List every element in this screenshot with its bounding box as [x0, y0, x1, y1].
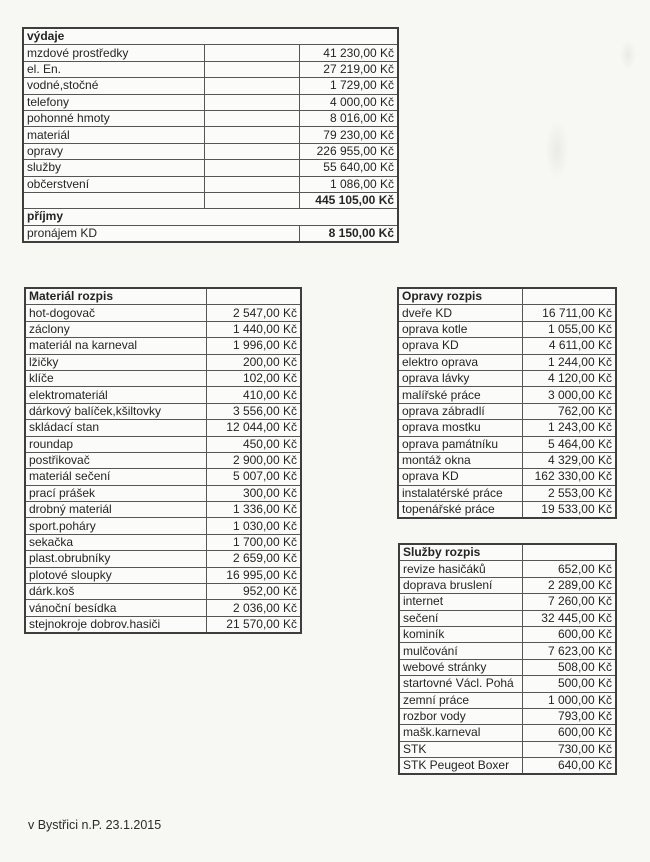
row-value: 21 570,00 Kč: [206, 616, 301, 633]
table-row: [25, 288, 301, 305]
table-row: [25, 452, 301, 468]
table-row: [398, 403, 616, 419]
income-section-title: příjmy: [23, 209, 398, 225]
row-label: záclony: [25, 321, 206, 337]
repairs-rows: [398, 305, 616, 519]
row-label: rozbor vody: [399, 708, 522, 724]
row-label: mzdové prostředky: [23, 45, 204, 61]
row-label: malířské práce: [398, 387, 522, 403]
row-label: zemní práce: [399, 692, 522, 708]
row-value: 1 030,00 Kč: [206, 518, 301, 534]
table-row: [25, 551, 301, 567]
row-value: 500,00 Kč: [522, 676, 616, 692]
row-value: 1 729,00 Kč: [299, 78, 398, 94]
empty-cell: [204, 61, 299, 77]
row-value: 5 464,00 Kč: [522, 436, 616, 452]
empty-cell: [23, 192, 204, 208]
table-row: [23, 143, 398, 159]
row-value: 2 553,00 Kč: [522, 485, 616, 501]
table-row: [23, 127, 398, 143]
repairs-header-section: [398, 288, 616, 305]
row-label: oprava mostku: [398, 420, 522, 436]
row-value: 730,00 Kč: [522, 741, 616, 757]
row-label: sekačka: [25, 534, 206, 550]
expenses-section-title: výdaje: [23, 28, 398, 45]
table-row: [398, 354, 616, 370]
table-row: [398, 370, 616, 386]
table-row: [399, 676, 616, 692]
row-label: postřikovač: [25, 452, 206, 468]
repairs-section-title: Opravy rozpis: [398, 288, 522, 305]
row-value: 4 000,00 Kč: [299, 94, 398, 110]
row-value: 1 055,00 Kč: [522, 321, 616, 337]
row-label: oprava KD: [398, 469, 522, 485]
row-label: oprava KD: [398, 338, 522, 354]
table-row: [23, 61, 398, 77]
row-label: skládací stan: [25, 420, 206, 436]
row-value: 793,00 Kč: [522, 708, 616, 724]
table-row: [398, 321, 616, 337]
row-value: 1 700,00 Kč: [206, 534, 301, 550]
table-row: [398, 469, 616, 485]
row-value: 410,00 Kč: [206, 387, 301, 403]
row-value: 1 244,00 Kč: [522, 354, 616, 370]
table-row: [399, 725, 616, 741]
table-row: [25, 600, 301, 616]
material-breakdown-table: [24, 287, 302, 634]
row-value: 4 329,00 Kč: [522, 452, 616, 468]
row-value: 1 440,00 Kč: [206, 321, 301, 337]
table-row: [399, 561, 616, 577]
row-value: 41 230,00 Kč: [299, 45, 398, 61]
row-label: oprava kotle: [398, 321, 522, 337]
table-row: [23, 45, 398, 61]
income-header-section: [23, 209, 398, 225]
row-value: 2 659,00 Kč: [206, 551, 301, 567]
table-row: [25, 436, 301, 452]
table-row: [398, 420, 616, 436]
empty-cell: [204, 110, 299, 126]
row-value: 652,00 Kč: [522, 561, 616, 577]
table-row: [399, 544, 616, 561]
table-row: [398, 338, 616, 354]
empty-cell: [206, 288, 301, 305]
row-value: 762,00 Kč: [522, 403, 616, 419]
row-label: lžičky: [25, 354, 206, 370]
row-label: vánoční besídka: [25, 600, 206, 616]
table-row: [23, 78, 398, 94]
row-value: 2 900,00 Kč: [206, 452, 301, 468]
table-row: [25, 502, 301, 518]
table-row: [398, 288, 616, 305]
table-row: [25, 387, 301, 403]
row-label: montáž okna: [398, 452, 522, 468]
income-row-value: 8 150,00 Kč: [299, 225, 398, 242]
row-label: pohonné hmoty: [23, 110, 204, 126]
row-value: 32 445,00 Kč: [522, 610, 616, 626]
row-value: 600,00 Kč: [522, 725, 616, 741]
table-row: [25, 321, 301, 337]
table-row: [399, 577, 616, 593]
table-row: [25, 305, 301, 321]
services-breakdown-table: [398, 543, 617, 775]
table-row: [23, 110, 398, 126]
row-label: revize hasičáků: [399, 561, 522, 577]
row-value: 27 219,00 Kč: [299, 61, 398, 77]
row-value: 79 230,00 Kč: [299, 127, 398, 143]
table-row: [398, 502, 616, 519]
income-row-section: [23, 225, 398, 242]
row-value: 508,00 Kč: [522, 659, 616, 675]
row-value: 2 036,00 Kč: [206, 600, 301, 616]
table-row: [398, 305, 616, 321]
table-row: [399, 692, 616, 708]
row-label: sečení: [399, 610, 522, 626]
income-row-label: pronájem KD: [23, 225, 299, 242]
empty-cell: [204, 127, 299, 143]
table-row: [399, 758, 616, 775]
row-label: hot-dogovač: [25, 305, 206, 321]
material-rows: [25, 305, 301, 633]
table-row: [399, 610, 616, 626]
empty-cell: [204, 160, 299, 176]
table-row: [25, 567, 301, 583]
row-label: vodné,stočné: [23, 78, 204, 94]
table-row: [399, 643, 616, 659]
table-row: [25, 354, 301, 370]
expenses-total-row: [23, 192, 398, 208]
row-value: 162 330,00 Kč: [522, 469, 616, 485]
row-label: elektro oprava: [398, 354, 522, 370]
table-row: [25, 370, 301, 386]
row-value: 16 995,00 Kč: [206, 567, 301, 583]
row-label: plast.obrubníky: [25, 551, 206, 567]
row-value: 3 556,00 Kč: [206, 403, 301, 419]
row-label: materiál: [23, 127, 204, 143]
row-value: 600,00 Kč: [522, 626, 616, 642]
row-label: mašk.karneval: [399, 725, 522, 741]
row-label: internet: [399, 594, 522, 610]
row-label: občerstvení: [23, 176, 204, 192]
row-value: 3 000,00 Kč: [522, 387, 616, 403]
row-label: plotové sloupky: [25, 567, 206, 583]
row-value: 1 336,00 Kč: [206, 502, 301, 518]
table-row: [399, 626, 616, 642]
row-value: 1 000,00 Kč: [522, 692, 616, 708]
row-value: 5 007,00 Kč: [206, 469, 301, 485]
row-value: 102,00 Kč: [206, 370, 301, 386]
row-label: el. En.: [23, 61, 204, 77]
row-label: dveře KD: [398, 305, 522, 321]
material-section-title: Materiál rozpis: [25, 288, 206, 305]
row-value: 226 955,00 Kč: [299, 143, 398, 159]
row-label: prací prášek: [25, 485, 206, 501]
empty-cell: [522, 288, 616, 305]
table-row: [25, 485, 301, 501]
table-row: [398, 436, 616, 452]
row-label: instalatérské práce: [398, 485, 522, 501]
expenses-income-table: [22, 27, 399, 243]
table-row: [398, 387, 616, 403]
services-section-title: Služby rozpis: [399, 544, 522, 561]
repairs-breakdown-table: [397, 287, 617, 519]
expenses-rows: [23, 45, 398, 193]
table-row: [25, 616, 301, 633]
row-label: webové stránky: [399, 659, 522, 675]
table-row: [23, 209, 398, 225]
row-value: 7 623,00 Kč: [522, 643, 616, 659]
row-label: kominík: [399, 626, 522, 642]
empty-cell: [522, 544, 616, 561]
row-value: 4 611,00 Kč: [522, 338, 616, 354]
document-footer-dateline: v Bystřici n.P. 23.1.2015: [28, 818, 162, 832]
table-row: [25, 420, 301, 436]
row-label: stejnokroje dobrov.hasiči: [25, 616, 206, 633]
row-value: 640,00 Kč: [522, 758, 616, 775]
services-header-section: [399, 544, 616, 561]
row-label: oprava zábradlí: [398, 403, 522, 419]
table-row: [25, 338, 301, 354]
row-label: sport.poháry: [25, 518, 206, 534]
row-label: elektromateriál: [25, 387, 206, 403]
empty-cell: [204, 78, 299, 94]
row-label: startovné Václ. Pohá: [399, 676, 522, 692]
empty-cell: [204, 176, 299, 192]
expenses-total-value: 445 105,00 Kč: [299, 192, 398, 208]
table-row: [23, 176, 398, 192]
services-rows: [399, 561, 616, 775]
row-label: dárkový balíček,kšiltovky: [25, 403, 206, 419]
row-value: 19 533,00 Kč: [522, 502, 616, 519]
table-row: [25, 403, 301, 419]
row-label: STK Peugeot Boxer: [399, 758, 522, 775]
row-value: 4 120,00 Kč: [522, 370, 616, 386]
row-value: 12 044,00 Kč: [206, 420, 301, 436]
row-label: mulčování: [399, 643, 522, 659]
row-label: STK: [399, 741, 522, 757]
table-row: [398, 452, 616, 468]
table-row: [23, 94, 398, 110]
row-value: 200,00 Kč: [206, 354, 301, 370]
row-value: 2 289,00 Kč: [522, 577, 616, 593]
expenses-header-section: [23, 28, 398, 45]
row-label: klíče: [25, 370, 206, 386]
row-label: materiál na karneval: [25, 338, 206, 354]
empty-cell: [204, 94, 299, 110]
table-row: [25, 534, 301, 550]
table-row: [399, 659, 616, 675]
expenses-total-section: [23, 192, 398, 208]
table-row: [398, 485, 616, 501]
table-row: [399, 741, 616, 757]
row-label: roundap: [25, 436, 206, 452]
row-label: telefony: [23, 94, 204, 110]
empty-cell: [204, 45, 299, 61]
row-label: oprava lávky: [398, 370, 522, 386]
scan-smudge: [620, 40, 636, 70]
row-label: topenářské práce: [398, 502, 522, 519]
row-label: oprava památníku: [398, 436, 522, 452]
empty-cell: [204, 143, 299, 159]
row-value: 1 996,00 Kč: [206, 338, 301, 354]
table-row: [399, 708, 616, 724]
table-row: [25, 584, 301, 600]
row-label: opravy: [23, 143, 204, 159]
table-row: [399, 594, 616, 610]
table-row: [23, 160, 398, 176]
row-value: 952,00 Kč: [206, 584, 301, 600]
row-value: 7 260,00 Kč: [522, 594, 616, 610]
material-header-section: [25, 288, 301, 305]
row-value: 300,00 Kč: [206, 485, 301, 501]
row-label: drobný materiál: [25, 502, 206, 518]
row-value: 16 711,00 Kč: [522, 305, 616, 321]
table-row: [25, 469, 301, 485]
income-row: [23, 225, 398, 242]
scan-smudge: [545, 120, 569, 180]
row-value: 8 016,00 Kč: [299, 110, 398, 126]
row-value: 1 243,00 Kč: [522, 420, 616, 436]
row-value: 450,00 Kč: [206, 436, 301, 452]
row-value: 2 547,00 Kč: [206, 305, 301, 321]
row-label: dárk.koš: [25, 584, 206, 600]
row-label: doprava bruslení: [399, 577, 522, 593]
row-label: materiál sečení: [25, 469, 206, 485]
row-value: 55 640,00 Kč: [299, 160, 398, 176]
row-label: služby: [23, 160, 204, 176]
row-value: 1 086,00 Kč: [299, 176, 398, 192]
table-row: [23, 28, 398, 45]
empty-cell: [204, 192, 299, 208]
table-row: [25, 518, 301, 534]
